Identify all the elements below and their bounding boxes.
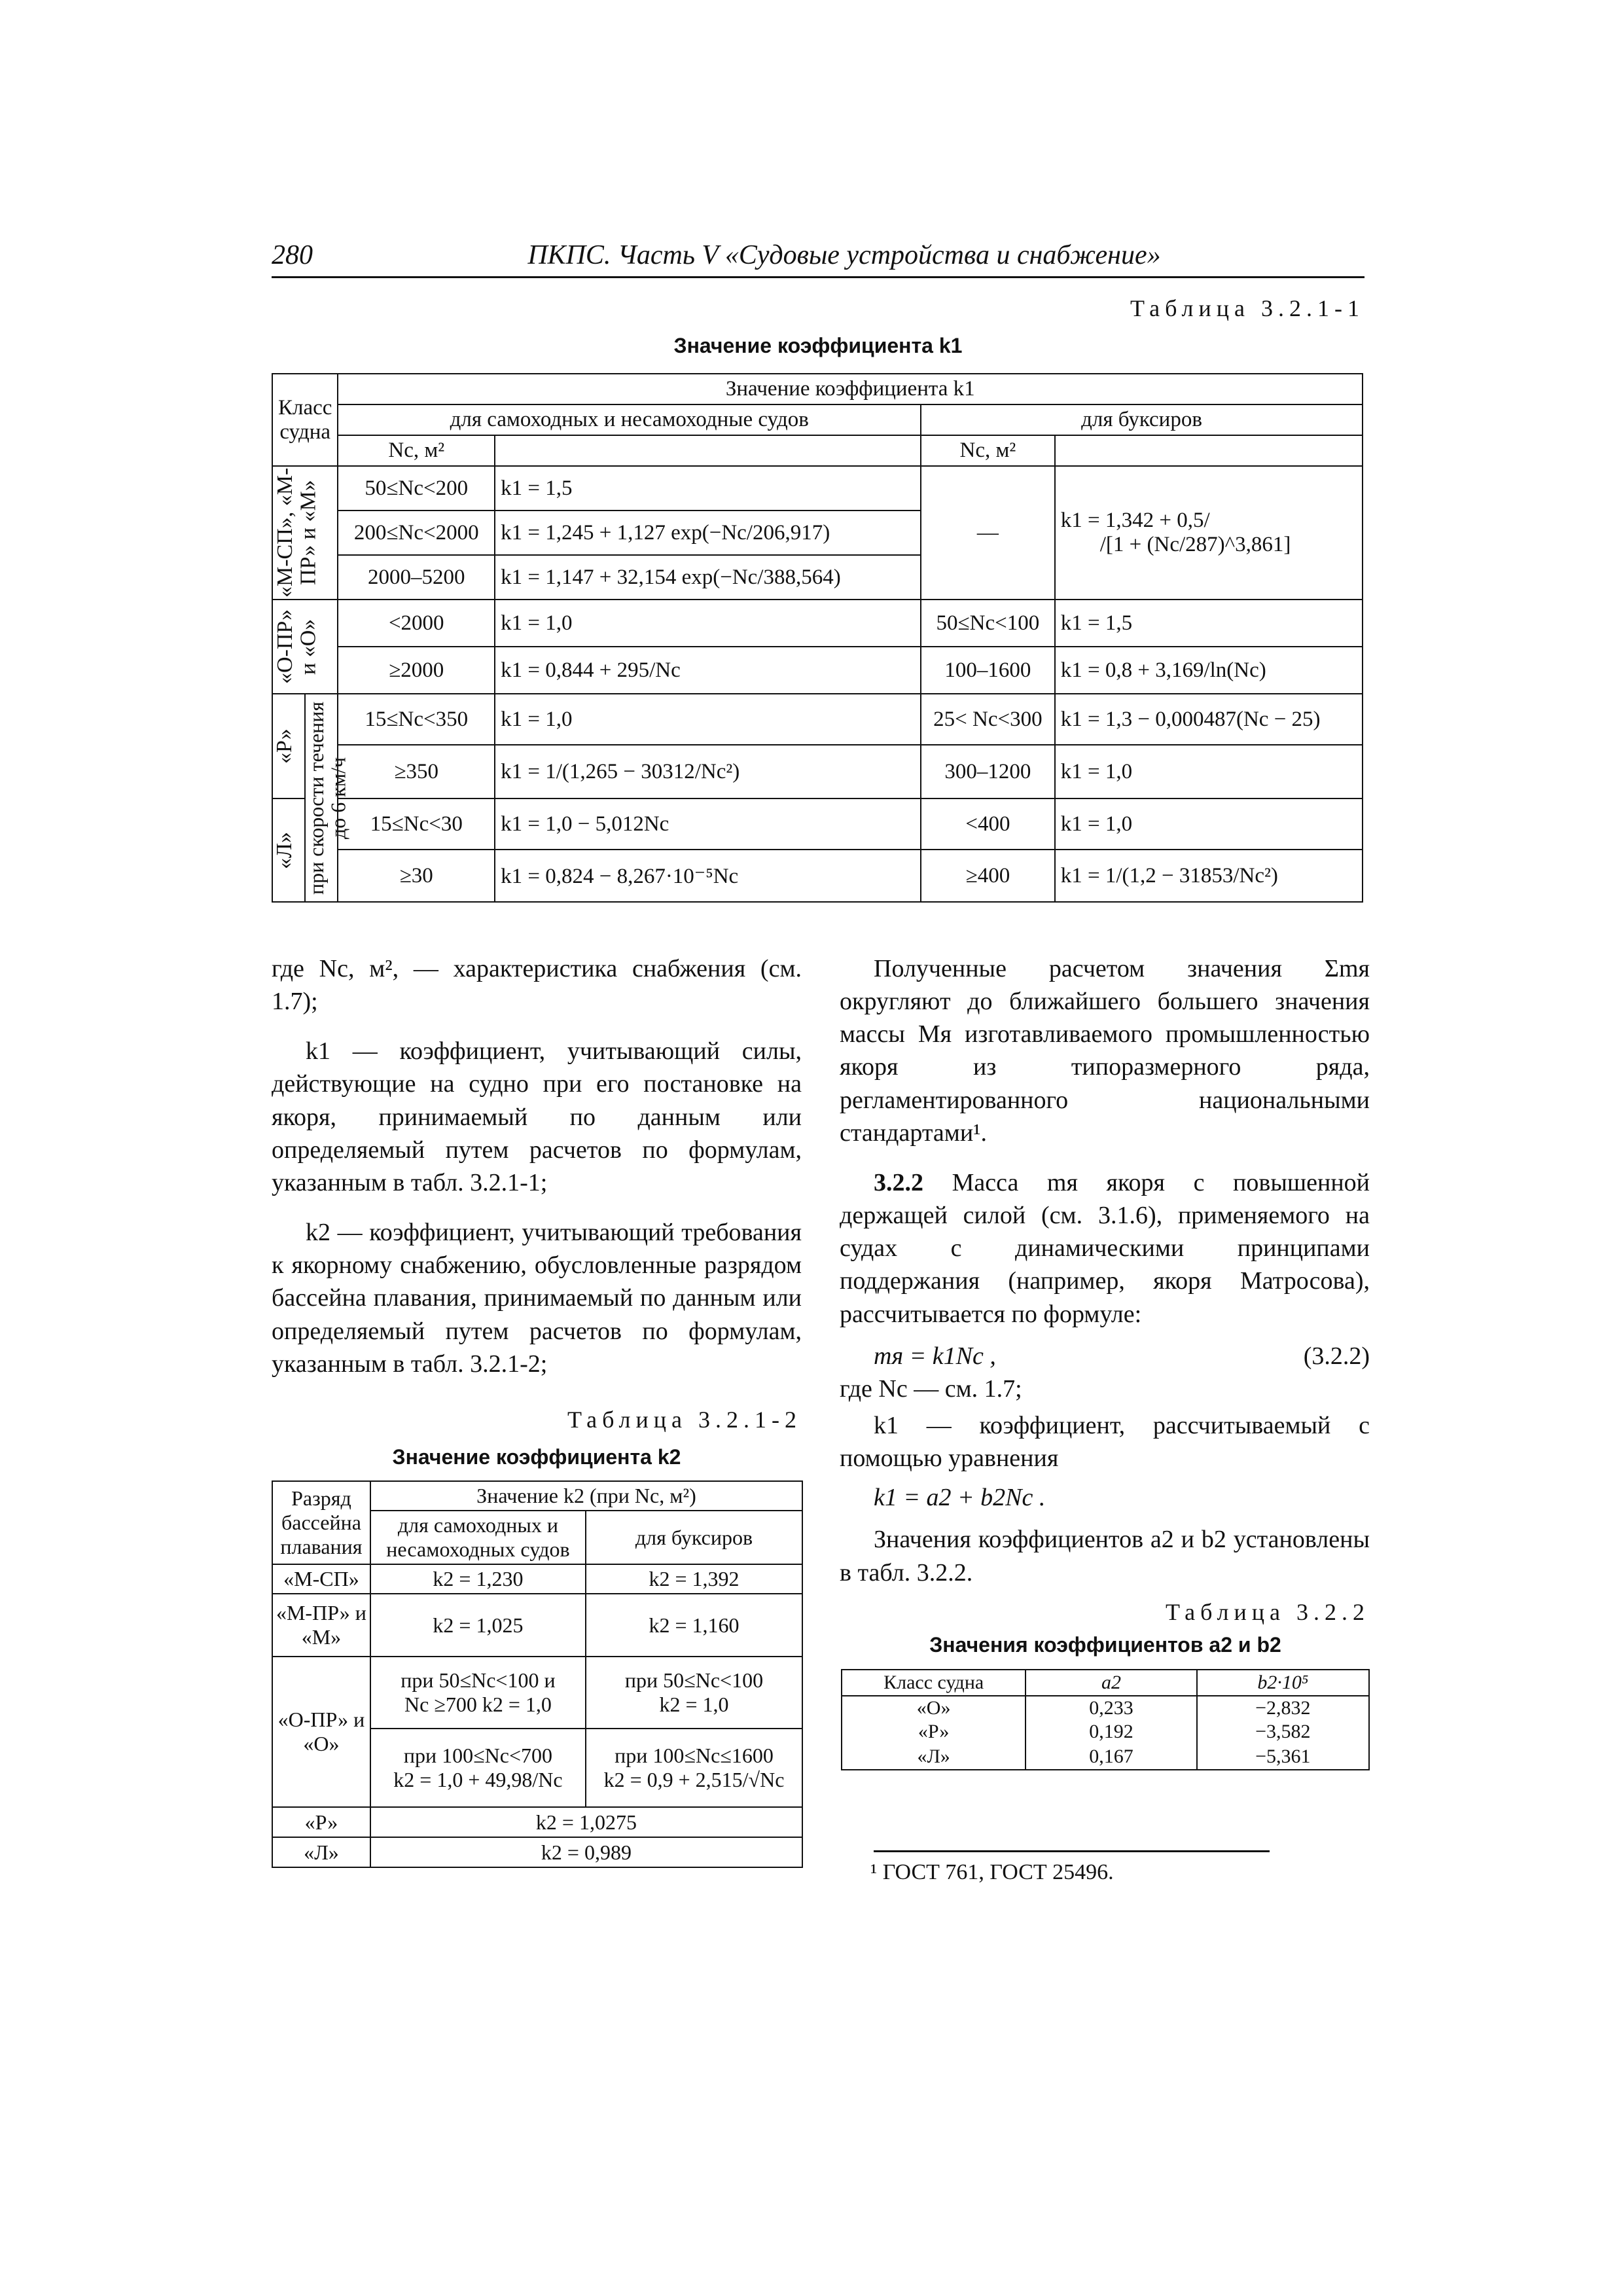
head-nc: Nc, м² xyxy=(338,435,495,466)
tug-formula-cell: k1 = 1,0 xyxy=(1055,745,1363,798)
nc-cell: 200≤Nc<2000 xyxy=(338,511,495,555)
tug-formula-cell: k1 = 1/(1,2 − 31853/Nc²) xyxy=(1055,850,1363,902)
running-title: ПКПС. Часть V «Судовые устройства и снабжение» xyxy=(527,240,1161,270)
paragraph-text: Масса mя якоря с повышенной держащей силой (см. 3.1.6), применяемого на судах с динамическими принципами поддержания (например, якоря Матросова), рассчитывается по формуле: xyxy=(840,1168,1370,1328)
tug-formula-cell: k1 = 1,0 xyxy=(1055,798,1363,850)
page-number: 280 xyxy=(272,240,313,270)
value-line: при 50≤Nc<100 xyxy=(624,1668,764,1692)
formula-cell: k1 = 1,245 + 1,127 exp(−Nc/206,917) xyxy=(495,511,921,555)
nc-cell: <2000 xyxy=(338,600,495,647)
formula-cell: k1 = 1/(1,265 − 30312/Nc²) xyxy=(495,745,921,798)
class-cell: «Р» xyxy=(842,1720,1026,1744)
equation-number: (3.2.2) xyxy=(1303,1342,1370,1370)
group-r: «Р» xyxy=(272,728,297,764)
value-line: при 50≤Nc<100 и xyxy=(401,1668,556,1692)
head-value: Значение k2 (при Nc, м²) xyxy=(370,1481,802,1511)
b2-cell: −2,832 xyxy=(1197,1696,1369,1720)
basin-cell: «М-СП» xyxy=(272,1564,370,1594)
head-self: для самоходных и несамоходные судов xyxy=(338,404,921,435)
head-b2: b2·10⁵ xyxy=(1197,1670,1369,1696)
equation: k1 = a2 + b2Nc . xyxy=(874,1484,1046,1512)
head-self: для самоходных и несамоходных судов xyxy=(370,1511,586,1564)
a2-cell: 0,167 xyxy=(1026,1744,1196,1770)
paragraph: k1 — коэффициент, учитывающий силы, действующие на судно при его постановке на якоря, принимаемый по данным или определяемый путем расчетов по формулам, указанным в табл. 3.2.1-1; xyxy=(272,1037,802,1196)
basin-cell: «О-ПР» и «О» xyxy=(272,1657,370,1807)
basin-cell: «Р» xyxy=(272,1807,370,1837)
nc-cell: 50≤Nc<200 xyxy=(338,466,495,511)
footnote-rule xyxy=(874,1850,1270,1852)
formula-cell: k1 = 1,0 xyxy=(495,694,921,745)
running-header xyxy=(272,237,1364,278)
value-cell xyxy=(586,1657,802,1729)
nc-cell: 15≤Nc<350 xyxy=(338,694,495,745)
value-line: k2 = 0,9 + 2,515/√Nc xyxy=(603,1768,785,1791)
value-cell xyxy=(370,1657,586,1729)
tug-nc-cell: 100–1600 xyxy=(921,647,1055,694)
tug-nc-cell: ≥400 xyxy=(921,850,1055,902)
paragraph: k1 — коэффициент, рассчитываемый с помощью уравнения xyxy=(840,1411,1370,1473)
tug-formula-line2: /[1 + (Nc/287)^3,861] xyxy=(1099,533,1291,556)
table2-title: Значение коэффициента k2 xyxy=(392,1445,681,1469)
formula-cell: k1 = 1,0 − 5,012Nc xyxy=(495,798,921,850)
group-opr: «О-ПР» и «О» xyxy=(273,609,321,685)
tug-formula-cell: k1 = 1,5 xyxy=(1055,600,1363,647)
head-nc-tug: Nc, м² xyxy=(921,435,1055,466)
value-line: при 100≤Nc<700 xyxy=(403,1744,553,1767)
value-line: при 100≤Nc≤1600 xyxy=(615,1744,774,1767)
right-column-text xyxy=(840,952,1370,1606)
class-cell: «О» xyxy=(842,1696,1026,1720)
value-cell: k2 = 1,0275 xyxy=(370,1807,802,1837)
head-a2: a2 xyxy=(1026,1670,1196,1696)
tug-nc-cell: <400 xyxy=(921,798,1055,850)
table-k1 xyxy=(272,373,1363,903)
group-speed: при скорости течения до 6 км/ч xyxy=(304,701,350,895)
table2-label: Таблица 3.2.1-2 xyxy=(567,1407,802,1433)
tug-formula-line1: k1 = 1,342 + 0,5/ xyxy=(1060,509,1210,532)
paragraph: где Nc — см. 1.7; xyxy=(840,1374,1022,1403)
group-msp: «М-СП», «М-ПР» и «М» xyxy=(273,467,321,598)
basin-cell: «М-ПР» и «М» xyxy=(272,1594,370,1657)
paragraph: где Nc, м², — характеристика снабжения (см. 1.7); xyxy=(272,955,802,1016)
paragraph: k2 — коэффициент, учитывающий требования к якорному снабжению, обусловленные разрядом бассейна плавания, принимаемый по данным или определяемый путем расчетов по формулам, указанным в табл. 3.2.1-2; xyxy=(272,1219,802,1378)
head-class: Класс судна xyxy=(272,374,338,466)
formula-cell: k1 = 1,147 + 32,154 exp(−Nc/388,564) xyxy=(495,555,921,600)
left-column-text xyxy=(272,952,802,1397)
value-line: k2 = 1,0 xyxy=(659,1693,729,1716)
formula-cell: k1 = 0,844 + 295/Nc xyxy=(495,647,921,694)
value-cell xyxy=(370,1729,586,1807)
tug-formula-cell: k1 = 0,8 + 3,169/ln(Nc) xyxy=(1055,647,1363,694)
head-class: Класс судна xyxy=(842,1670,1026,1696)
value-cell: k2 = 1,392 xyxy=(586,1564,802,1594)
nc-cell: ≥350 xyxy=(338,745,495,798)
table1-title: Значение коэффициента k1 xyxy=(673,334,963,357)
nc-cell: ≥30 xyxy=(338,850,495,902)
head-tug: для буксиров xyxy=(586,1511,802,1564)
a2-cell: 0,192 xyxy=(1026,1720,1196,1744)
table3-title: Значения коэффициентов a2 и b2 xyxy=(929,1633,1281,1657)
head-tug: для буксиров xyxy=(921,404,1363,435)
b2-cell: −5,361 xyxy=(1197,1744,1369,1770)
paragraph-3-2-2 xyxy=(840,1166,1370,1331)
paragraph: Значения коэффициентов a2 и b2 установлены в табл. 3.2.2. xyxy=(840,1526,1370,1587)
value-cell xyxy=(586,1729,802,1807)
table1-label: Таблица 3.2.1-1 xyxy=(1130,295,1364,321)
value-line: Nc ≥700 k2 = 1,0 xyxy=(404,1693,552,1716)
table-a2-b2 xyxy=(841,1669,1370,1770)
value-cell: k2 = 1,160 xyxy=(586,1594,802,1657)
a2-cell: 0,233 xyxy=(1026,1696,1196,1720)
tug-nc-cell: 50≤Nc<100 xyxy=(921,600,1055,647)
value-cell: k2 = 1,025 xyxy=(370,1594,586,1657)
value-line: k2 = 1,0 + 49,98/Nc xyxy=(393,1768,563,1791)
nc-cell: 15≤Nc<30 xyxy=(338,798,495,850)
tug-nc-cell: 300–1200 xyxy=(921,745,1055,798)
equation: mя = k1Nc , xyxy=(874,1342,996,1370)
footnote: ¹ ГОСТ 761, ГОСТ 25496. xyxy=(870,1860,1114,1884)
nc-cell: ≥2000 xyxy=(338,647,495,694)
table-k2 xyxy=(272,1480,803,1868)
b2-cell: −3,582 xyxy=(1197,1720,1369,1744)
tug-nc-cell: — xyxy=(921,466,1055,600)
value-cell: k2 = 0,989 xyxy=(370,1837,802,1867)
head-basin: Разряд бассейна плавания xyxy=(272,1481,370,1564)
tug-formula-cell: k1 = 1,3 − 0,000487(Nc − 25) xyxy=(1055,694,1363,745)
head-group: Значение коэффициента k1 xyxy=(338,374,1363,404)
section-number: 3.2.2 xyxy=(874,1168,923,1196)
table3-label: Таблица 3.2.2 xyxy=(1166,1599,1370,1625)
tug-formula-cell xyxy=(1055,466,1363,600)
class-cell: «Л» xyxy=(842,1744,1026,1770)
value-cell: k2 = 1,230 xyxy=(370,1564,586,1594)
formula-cell: k1 = 0,824 − 8,267·10⁻⁵Nc xyxy=(495,850,921,902)
formula-cell: k1 = 1,0 xyxy=(495,600,921,647)
group-l: «Л» xyxy=(272,831,297,869)
tug-nc-cell: 25< Nc<300 xyxy=(921,694,1055,745)
equation-3-2-2 xyxy=(840,1340,1370,1372)
nc-cell: 2000–5200 xyxy=(338,555,495,600)
paragraph: Полученные расчетом значения Σmя округляют до ближайшего большего значения массы Mя изготавливаемого промышленностью якоря из типоразмерного ряда, регламентированного национальными стандартами¹. xyxy=(840,955,1370,1147)
basin-cell: «Л» xyxy=(272,1837,370,1867)
formula-cell: k1 = 1,5 xyxy=(495,466,921,511)
